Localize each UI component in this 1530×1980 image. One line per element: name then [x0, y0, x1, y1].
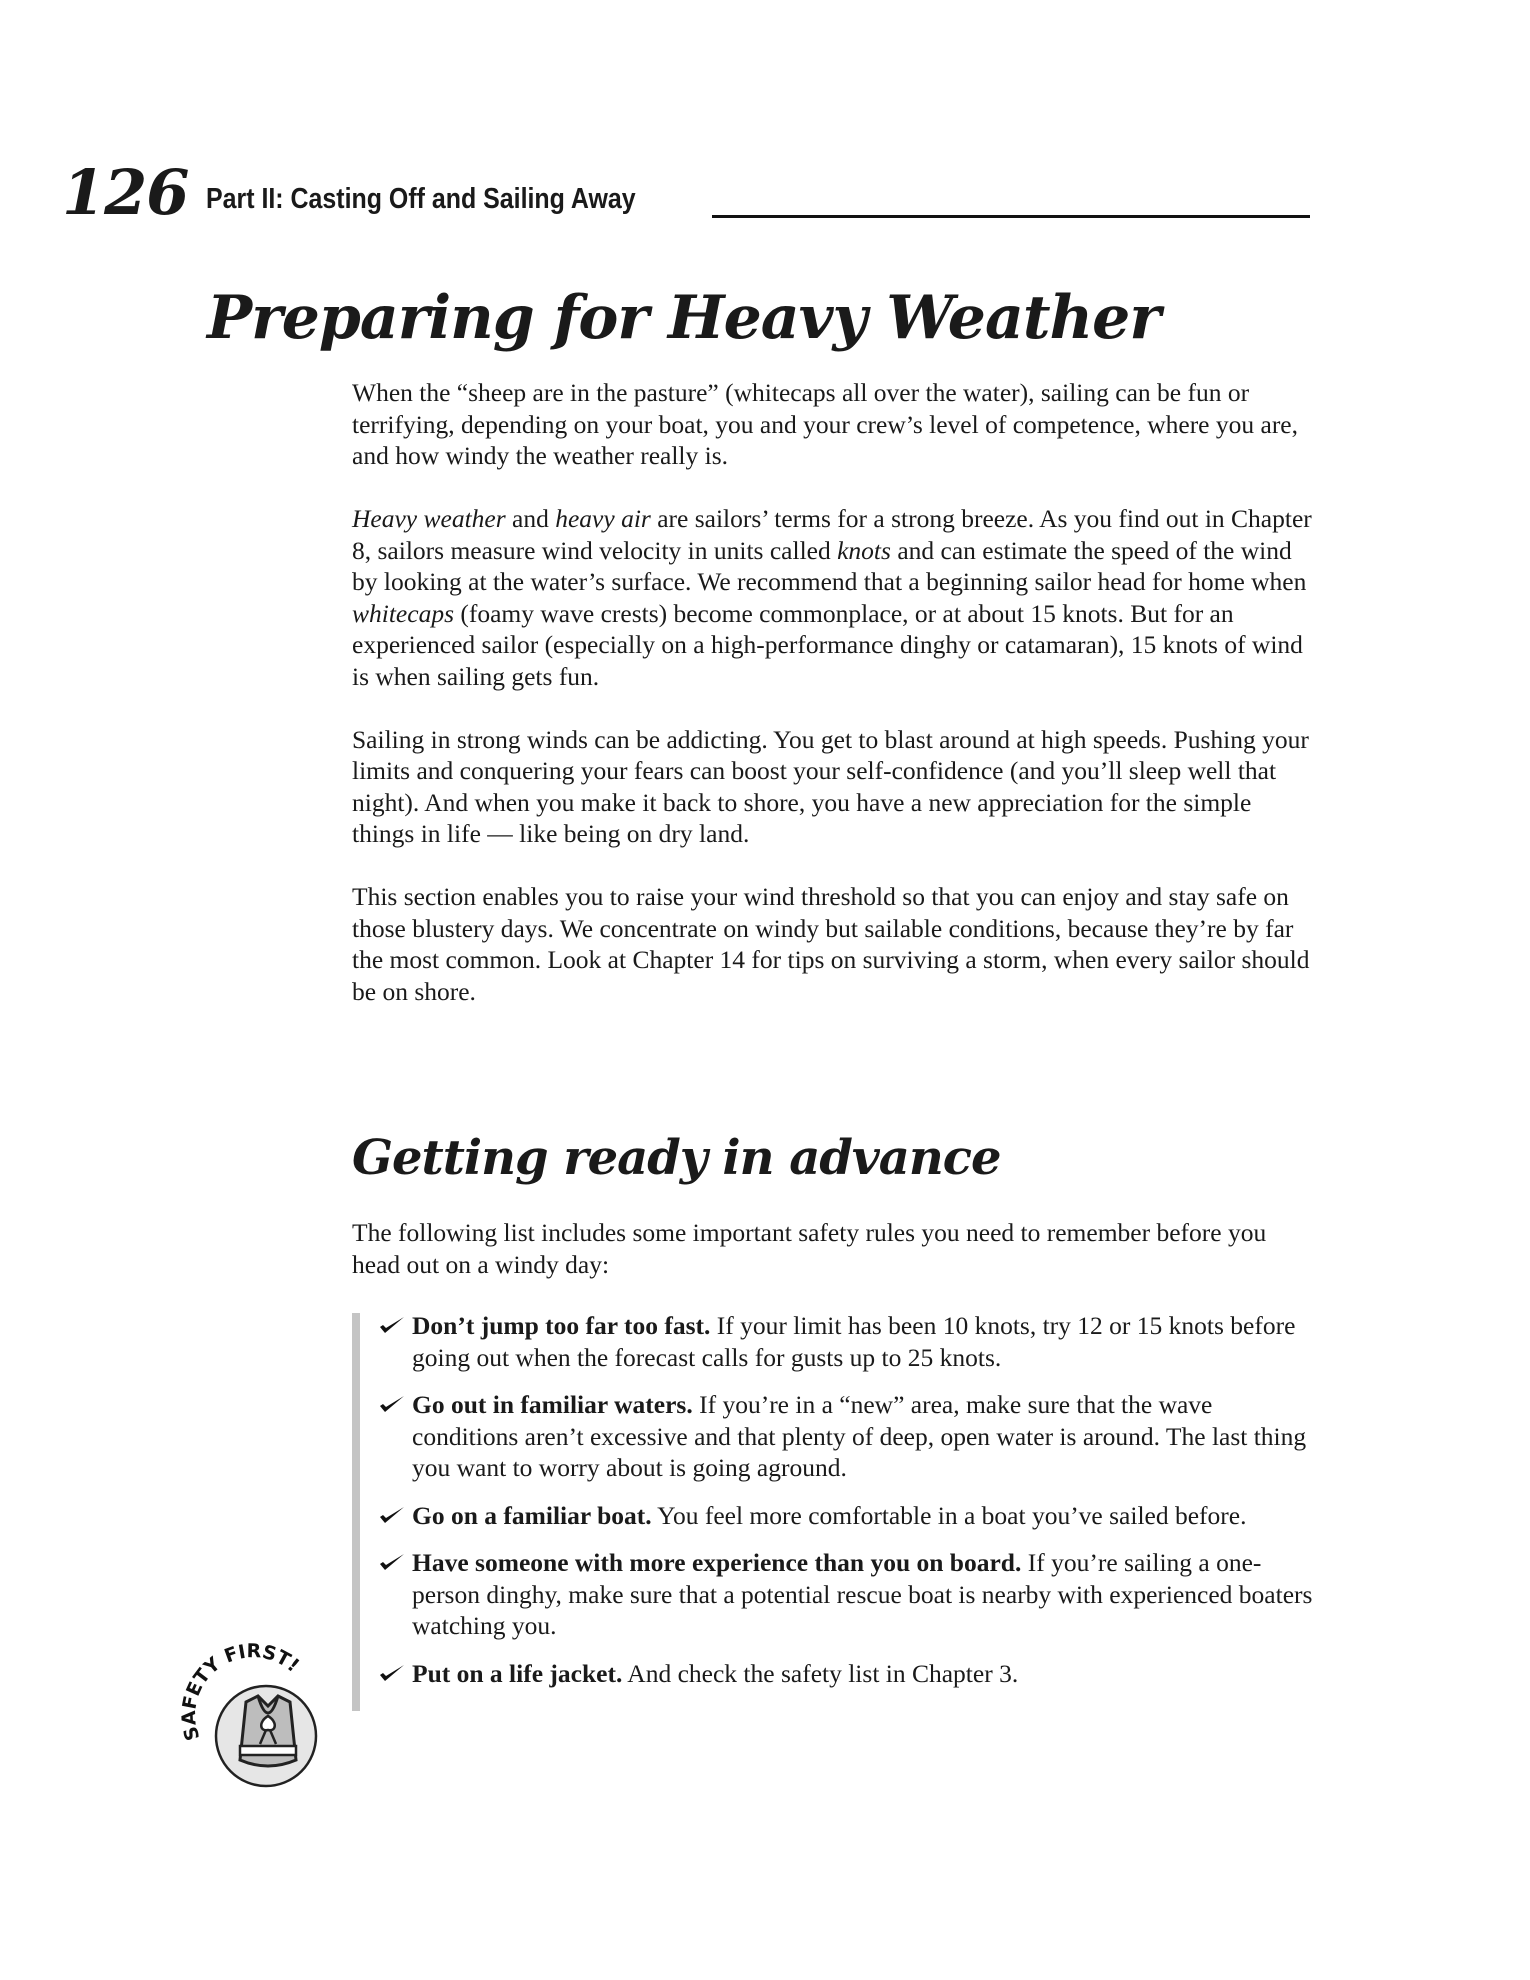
item-text: And check the safety list in Chapter 3.	[622, 1658, 1019, 1688]
subsection-title: Getting ready in advance	[352, 1130, 1001, 1186]
item-text: If you’re in a “new” area, make sure that the wave conditions aren’t excessive and that plenty of deep, open water is around. The last thing you want to worry about is going aground.	[412, 1390, 1307, 1482]
intro-paragraphs	[352, 377, 1312, 1007]
safety-first-label: SAFETY FIRST!	[178, 1640, 304, 1744]
list-item	[378, 1658, 1318, 1690]
safety-rules-list	[378, 1310, 1318, 1705]
item-text: You feel more comfortable in a boat you’ve sailed before.	[651, 1500, 1247, 1530]
item-lead: Go out in familiar waters.	[412, 1390, 693, 1419]
italic-term: heavy air	[555, 504, 651, 533]
safety-first-icon	[178, 1640, 328, 1790]
running-head: Part II: Casting Off and Sailing Away	[206, 183, 636, 215]
item-lead: Have someone with more experience than you on board.	[412, 1548, 1022, 1577]
text-run: This section enables you to raise your wind threshold so that you can enjoy and stay safe on those blustery days. We concentrate on windy but sailable conditions, because they’re by far the most common. Look at Chapter 14 for tips on surviving a storm, when every sailor should be on shore.	[352, 882, 1310, 1006]
checkmark-icon	[378, 1314, 406, 1336]
text-run: are sailors’ terms for a strong breeze. As you find out in Chapter 8, sailors measure wind velocity in units called	[352, 504, 1312, 565]
section-title: Preparing for Heavy Weather	[207, 283, 1160, 353]
body-paragraph	[352, 377, 1312, 472]
list-sidebar-bar	[352, 1313, 360, 1711]
checkmark-icon	[378, 1393, 406, 1415]
italic-term: knots	[837, 535, 891, 565]
text-run: When the “sheep are in the pasture” (whitecaps all over the water), sailing can be fun or terrifying, depending on your boat, you and your crew’s level of competence, where you are, and how windy the weather really is.	[352, 378, 1299, 470]
header-rule	[712, 215, 1310, 218]
list-item	[378, 1389, 1318, 1484]
list-intro	[352, 1217, 1312, 1280]
checkmark-icon	[378, 1662, 406, 1684]
checkmark-icon	[378, 1551, 406, 1573]
item-text: If your limit has been 10 knots, try 12 or 15 knots before going out when the forecast calls for gusts up to 25 knots.	[412, 1311, 1296, 1372]
italic-term: whitecaps	[352, 598, 454, 628]
item-lead: Go on a familiar boat.	[412, 1500, 652, 1530]
item-lead: Don’t jump too far too fast.	[412, 1311, 711, 1340]
checkmark-icon	[378, 1504, 406, 1526]
text-run: Sailing in strong winds can be addicting. You get to blast around at high speeds. Pushing your limits and conquering your fears can boost your self-confidence (and you’ll sleep well that night). And when you make it back to shore, you have a new appreciation for the simple things in life — like being on dry land.	[352, 724, 1309, 848]
page-number: 126	[62, 156, 189, 229]
list-intro-text: The following list includes some important safety rules you need to remember before you head out on a windy day:	[352, 1218, 1267, 1279]
text-run: and can estimate the speed of the wind by looking at the water’s surface. We recommend that a beginning sailor head for home when	[352, 535, 1307, 596]
item-text: If you’re sailing a one-person dinghy, make sure that a potential rescue boat is nearby with experienced boaters watching you.	[412, 1548, 1313, 1640]
list-item	[378, 1310, 1318, 1373]
body-paragraph	[352, 881, 1312, 1007]
text-run: and	[505, 504, 556, 533]
body-paragraph	[352, 724, 1312, 850]
list-item	[378, 1547, 1318, 1642]
item-lead: Put on a life jacket.	[412, 1658, 623, 1688]
list-item	[378, 1500, 1318, 1532]
body-paragraph	[352, 503, 1312, 692]
text-run: (foamy wave crests) become commonplace, or at about 15 knots. But for an experienced sailor (especially on a high-performance dinghy or catamaran), 15 knots of wind is when sailing gets fun.	[352, 598, 1303, 691]
italic-term: Heavy weather	[352, 504, 506, 533]
